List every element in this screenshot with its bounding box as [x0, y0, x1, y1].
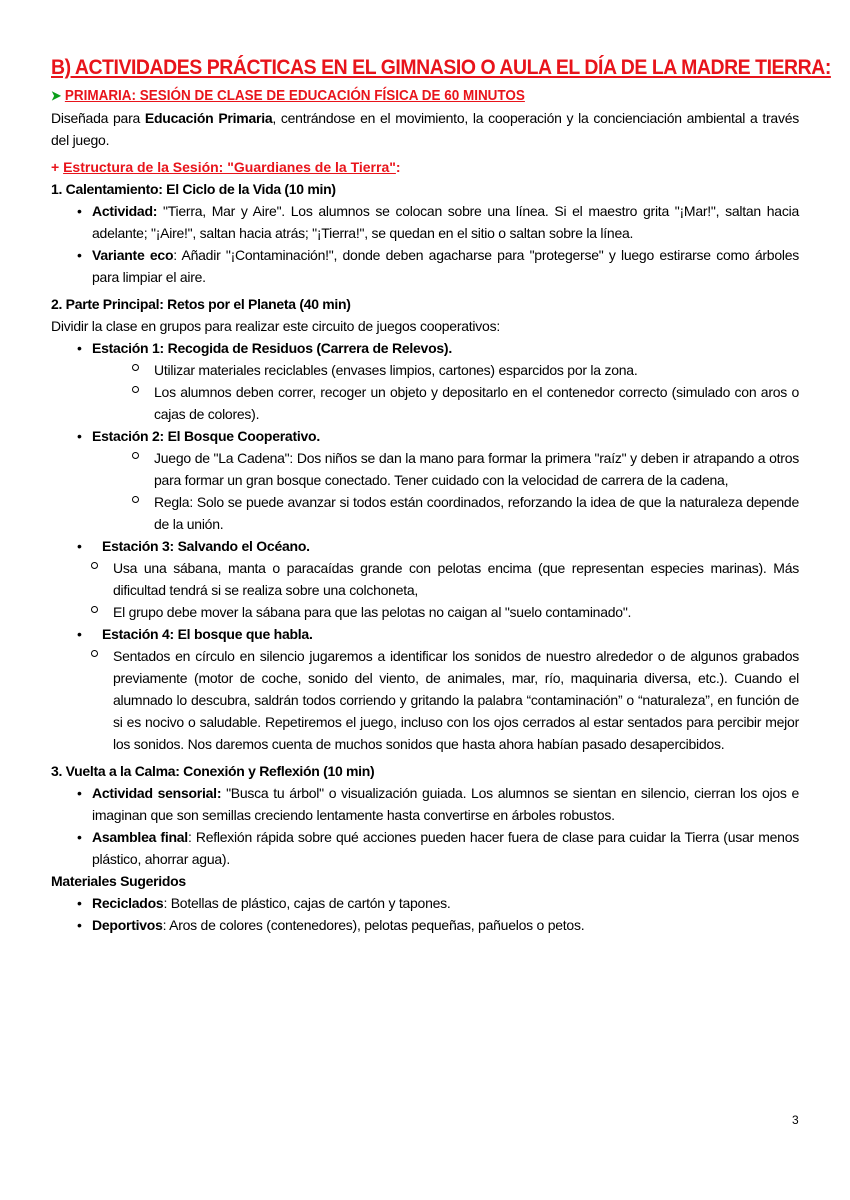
circle-bullet-icon [132, 386, 139, 393]
point-text: Regla: Solo se puede avanzar si todos están coordinados, reforzando la idea de que la naturaleza depende de la unión. [154, 494, 799, 532]
item-text: : Botellas de plástico, cajas de cartón y tapones. [163, 895, 451, 911]
materials-list [51, 892, 799, 936]
list-item [92, 381, 799, 425]
cooldown-heading: 3. Vuelta a la Calma: Conexión y Reflexión (10 min) [51, 763, 375, 779]
list-item [51, 782, 799, 826]
point-text: Usa una sábana, manta o paracaídas grande con pelotas encima (que representan especies marinas). Más dificultad tendrá si se realiza sobre una colchoneta, [113, 560, 799, 598]
item-label: Actividad: [92, 203, 158, 219]
intro-paragraph [51, 107, 799, 151]
item-text: : Añadir "¡Contaminación!", donde deben agacharse para "protegerse" y luego estirarse como árboles para limpiar el aire. [92, 247, 799, 285]
list-item [92, 447, 799, 491]
list-item [92, 491, 799, 535]
list-item [92, 359, 799, 381]
bullet-icon: • [77, 538, 82, 554]
station-title: Estación 1: Recogida de Residuos (Carrera de Relevos). [92, 340, 452, 356]
item-text: "Busca tu árbol" o visualización guiada. Los alumnos se sientan en silencio, cierran los ojos e imaginan que son semillas creciendo lentamente hasta convertirse en árboles robustos. [92, 785, 799, 823]
subtitle-text: PRIMARIA: SESIÓN DE CLASE DE EDUCACIÓN FÍSICA DE 60 MINUTOS [64, 88, 525, 104]
list-item [51, 244, 799, 288]
item-text: "Tierra, Mar y Aire". Los alumnos se colocan sobre una línea. Si el maestro grita "¡Mar!", saltan hacia adelante; "¡Aire!", saltan hacia atrás; "¡Tierra!", se quedan en el sitio o saltan sobre la línea. [92, 203, 799, 241]
intro-post: , centrándose en el movimiento, la cooperación y la concienciación ambiental a través del juego. [51, 110, 799, 148]
intro-pre: Diseñada para [51, 110, 145, 126]
station-title: Estación 2: El Bosque Cooperativo. [92, 428, 320, 444]
station-points [92, 447, 799, 535]
item-label: Variante eco [92, 247, 174, 263]
list-item [51, 914, 799, 936]
item-text: : Aros de colores (contenedores), pelotas pequeñas, pañuelos o petos. [162, 917, 585, 933]
station-points [51, 645, 799, 755]
station-title: Estación 4: El bosque que habla. [102, 626, 313, 642]
bullet-icon: • [77, 895, 82, 911]
arrow-icon: ➤ [51, 88, 62, 103]
bullet-icon: • [77, 247, 82, 263]
bullet-icon: • [77, 340, 82, 356]
item-label: Asamblea final [92, 829, 188, 845]
station-item [51, 535, 799, 623]
intro-bold: Educación Primaria [144, 110, 273, 126]
list-item [51, 645, 799, 755]
warmup-list [51, 200, 799, 288]
circle-bullet-icon [132, 496, 139, 503]
station-item [51, 425, 799, 535]
item-text: : Reflexión rápida sobre qué acciones pueden hacer fuera de clase para cuidar la Tierra (usar menos plástico, ahorrar agua). [92, 829, 799, 867]
item-label: Actividad sensorial: [92, 785, 222, 801]
section-title: B) ACTIVIDADES PRÁCTICAS EN EL GIMNASIO O AULA EL DÍA DE LA MADRE TIERRA: [51, 55, 831, 79]
circle-bullet-icon [91, 562, 98, 569]
list-item [51, 200, 799, 244]
bullet-icon: • [77, 626, 82, 642]
structure-heading [51, 156, 799, 178]
list-item [51, 826, 799, 870]
circle-bullet-icon [132, 452, 139, 459]
station-title: Estación 3: Salvando el Océano. [102, 538, 310, 554]
list-item [51, 892, 799, 914]
point-text: Los alumnos deben correr, recoger un objeto y depositarlo en el contenedor correcto (simulado con aros o cajas de colores). [154, 384, 799, 422]
structure-colon: : [395, 159, 401, 175]
circle-bullet-icon [91, 606, 98, 613]
point-text: Utilizar materiales reciclables (envases limpios, cartones) esparcidos por la zona. [154, 362, 638, 378]
warmup-heading: 1. Calentamiento: El Ciclo de la Vida (10 min) [51, 181, 336, 197]
item-label: Deportivos [92, 917, 163, 933]
bullet-icon: • [77, 829, 82, 845]
bullet-icon: • [77, 203, 82, 219]
station-points [51, 557, 799, 623]
page-number: 3 [792, 1113, 799, 1127]
document-page [51, 52, 831, 936]
station-item [51, 623, 799, 755]
bullet-icon: • [77, 917, 82, 933]
list-item [51, 557, 799, 601]
bullet-icon: • [77, 785, 82, 801]
structure-title: Estructura de la Sesión: "Guardianes de la Tierra" [63, 159, 396, 175]
subtitle [51, 85, 747, 107]
circle-bullet-icon [91, 650, 98, 657]
plus-sign: + [51, 159, 64, 175]
circle-bullet-icon [132, 364, 139, 371]
materials-heading: Materiales Sugeridos [51, 873, 186, 889]
main-part-heading: 2. Parte Principal: Retos por el Planeta (40 min) [51, 296, 351, 312]
stations-list [51, 337, 799, 755]
list-item [51, 601, 799, 623]
main-part-intro: Dividir la clase en grupos para realizar este circuito de juegos cooperativos: [51, 318, 500, 334]
bullet-icon: • [77, 428, 82, 444]
point-text: El grupo debe mover la sábana para que las pelotas no caigan al "suelo contaminado". [113, 604, 632, 620]
item-label: Reciclados [92, 895, 164, 911]
station-points [92, 359, 799, 425]
cooldown-list [51, 782, 799, 870]
station-item [51, 337, 799, 425]
point-text: Juego de "La Cadena": Dos niños se dan la mano para formar la primera "raíz" y deben ir atrapando a otros para formar un gran bosque conectado. Tener cuidado con la velocidad de carrera de la cadena, [154, 450, 799, 488]
point-text: Sentados en círculo en silencio jugaremos a identificar los sonidos de nuestro alrededor o de algunos grabados previamente (motor de coche, sonido del viento, de animales, mar, río, maquinaria diversa, etc.). Cuando el alumnado lo descubra, saldrán todos corriendo y gritando la palabra “contaminación” o “naturaleza”, en función de si es nocivo o saludable. Repetiremos el juego, incluso con los ojos cerrados al estar sentados para percibir mejor los sonidos. Nos daremos cuenta de muchos sonidos que hasta ahora habían pasado desapercibidos. [113, 648, 799, 752]
